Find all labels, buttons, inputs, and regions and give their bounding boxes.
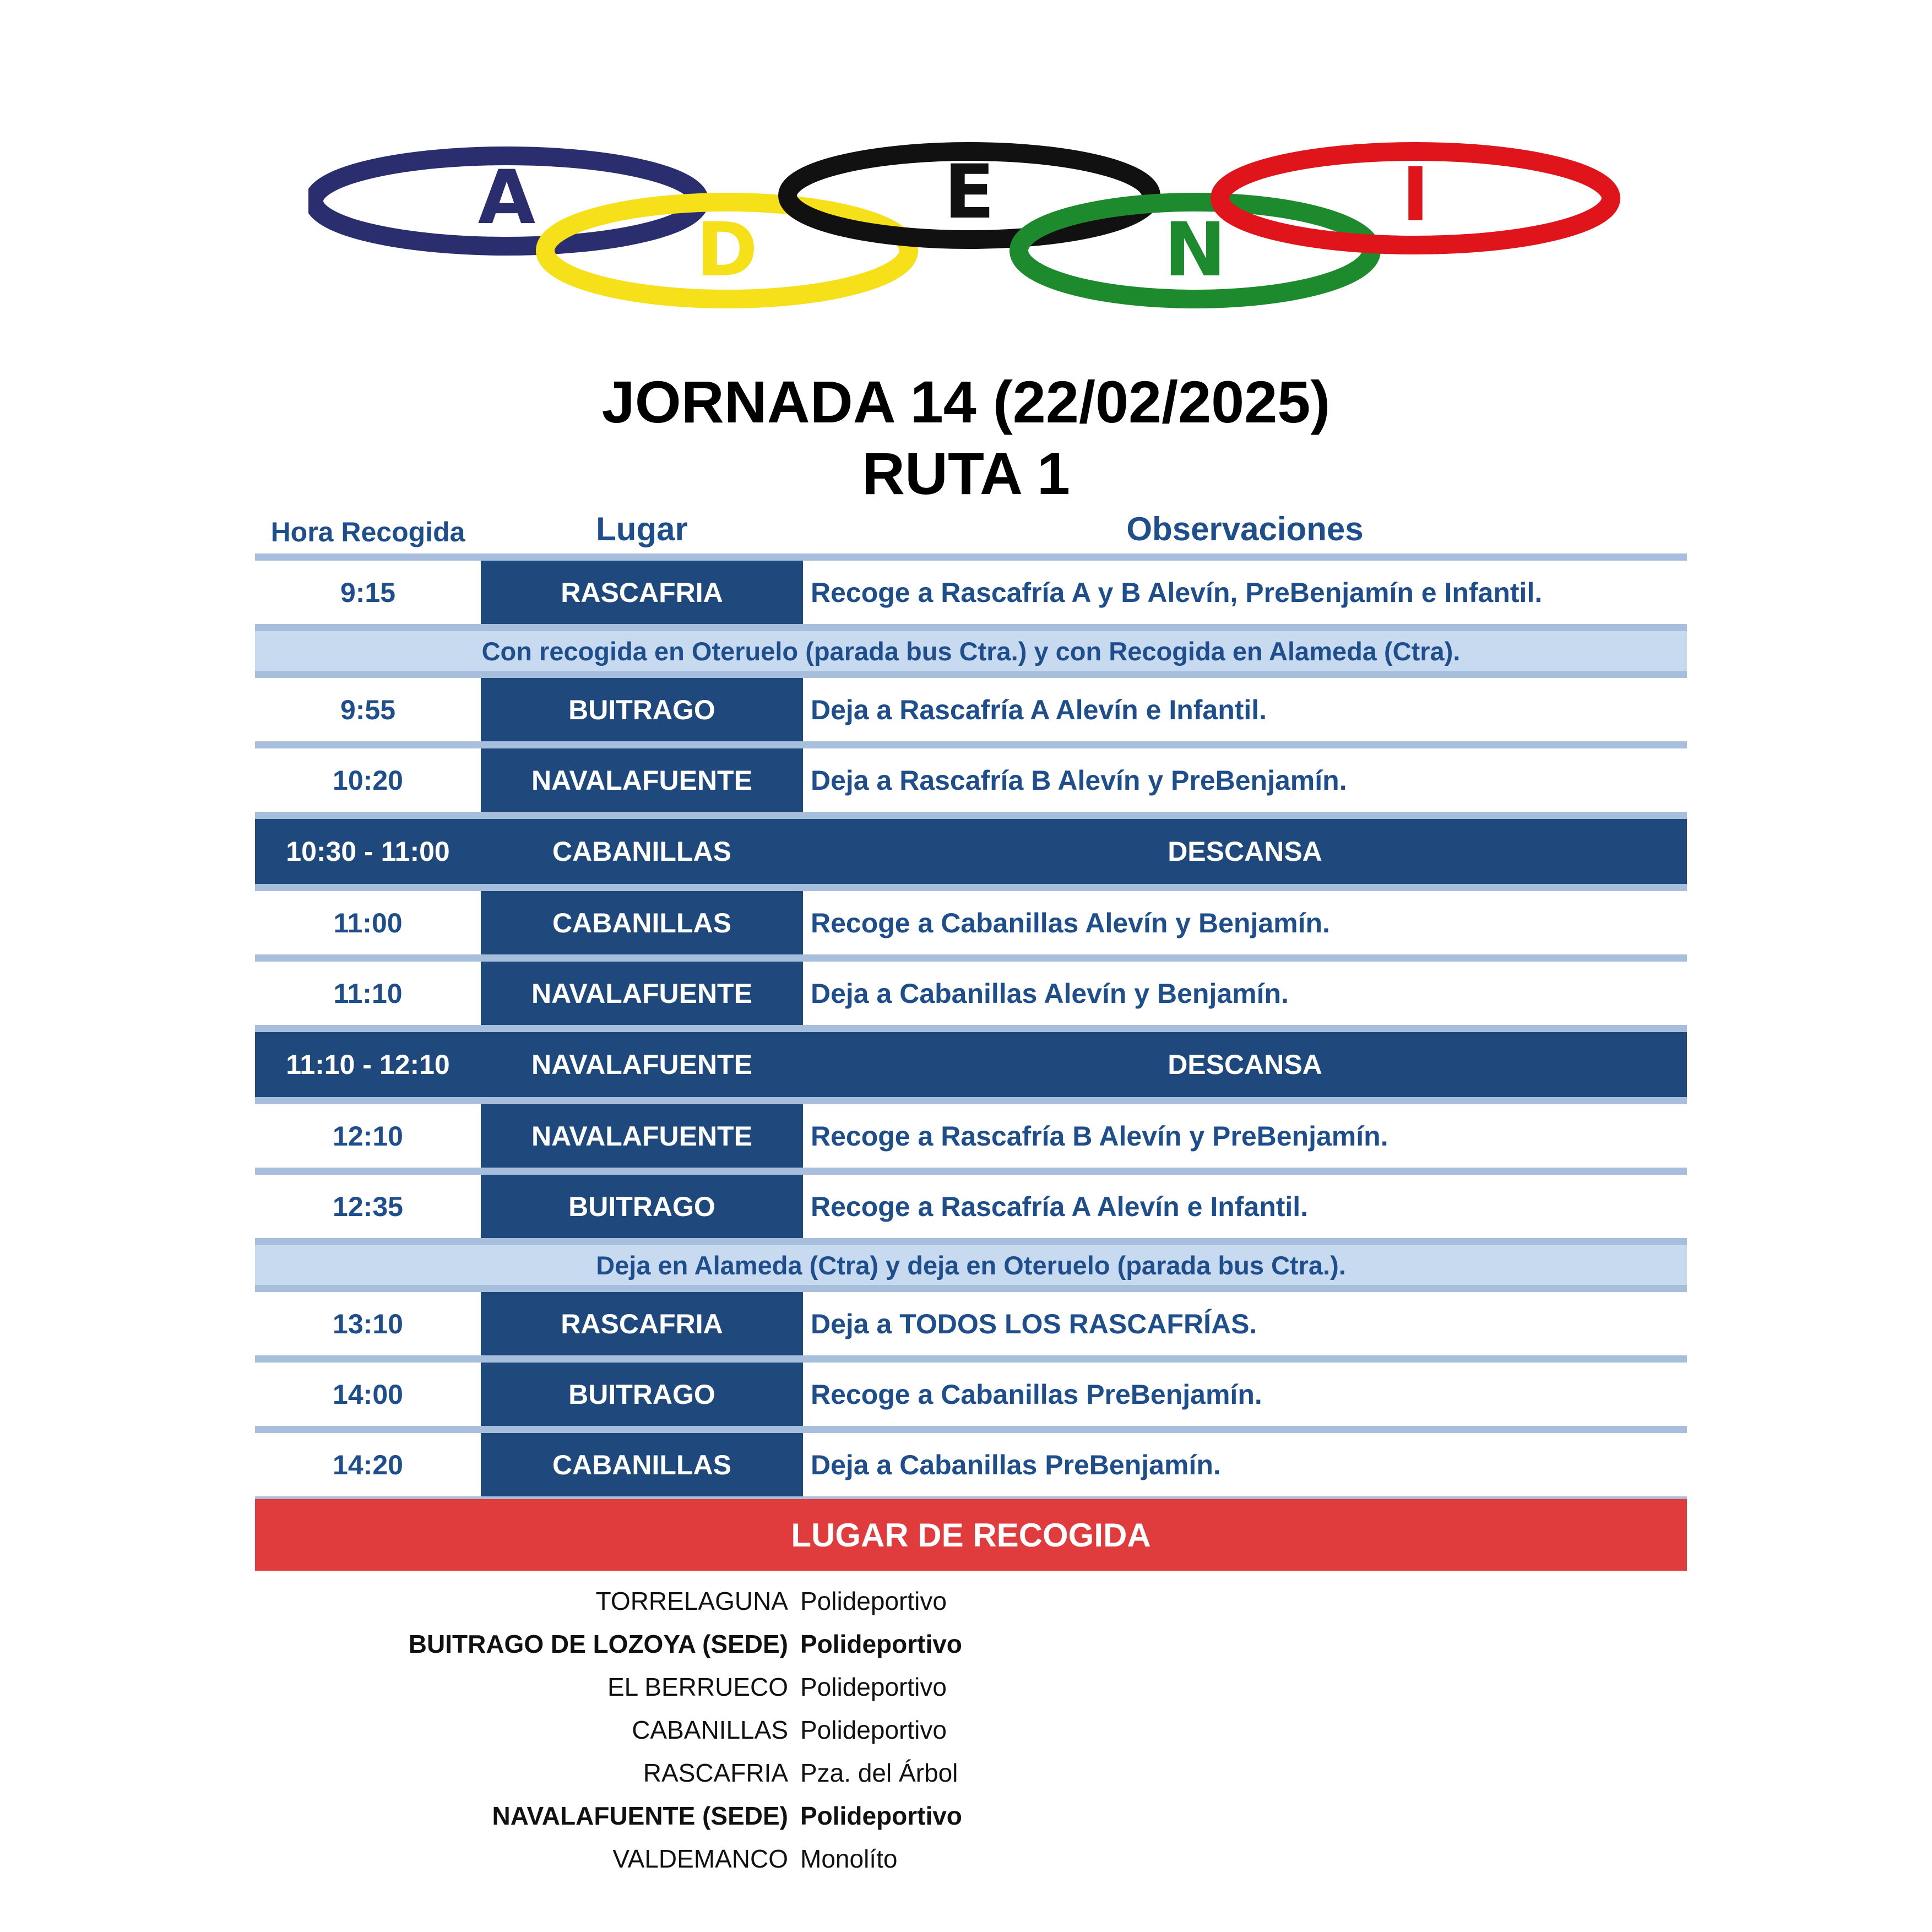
table-row: [255, 1175, 1687, 1238]
table-note: Deja en Alameda (Ctra) y deja en Oteruelo (parada bus Ctra.).: [255, 1245, 1687, 1285]
row-time: 11:10: [333, 978, 403, 1009]
row-place: BUITRAGO: [481, 1363, 803, 1426]
row-time: 10:20: [333, 764, 403, 796]
row-separator: [255, 1285, 1687, 1292]
list-item: [255, 1751, 1687, 1794]
row-separator: [255, 553, 1687, 561]
row-time: 11:00: [333, 907, 403, 938]
row-observation: DESCANSA: [1168, 836, 1322, 867]
list-item: [255, 1794, 1687, 1837]
row-observation: Recoge a Rascafría A y B Alevín, PreBenjamín e Infantil.: [811, 577, 1543, 608]
table-row: [255, 1292, 1687, 1355]
row-observation: Deja a Rascafría B Alevín y PreBenjamín.: [811, 764, 1347, 796]
logo-letter-a: A: [477, 154, 536, 241]
row-place: BUITRAGO: [481, 1175, 803, 1238]
row-separator: [255, 671, 1687, 678]
table-row: [255, 561, 1687, 624]
schedule-table: [255, 504, 1687, 1504]
row-separator: [255, 624, 1687, 631]
row-time: 10:30 - 11:00: [286, 836, 450, 867]
header-place: Lugar: [596, 511, 688, 547]
location-place: Polideportivo: [800, 1587, 947, 1615]
table-row: [255, 1104, 1687, 1168]
logo-letter-n: N: [1164, 207, 1227, 293]
list-item: [255, 1622, 1687, 1665]
row-separator: [255, 954, 1687, 962]
row-place: NAVALAFUENTE: [481, 748, 803, 812]
location-place: Monolíto: [800, 1844, 898, 1873]
location-name: TORRELAGUNA: [595, 1587, 788, 1615]
row-separator: [255, 1168, 1687, 1175]
location-place: Polideportivo: [800, 1673, 947, 1701]
location-name: BUITRAGO DE LOZOYA (SEDE): [408, 1630, 788, 1658]
location-name: VALDEMANCO: [612, 1844, 788, 1873]
location-place: Polideportivo: [800, 1630, 962, 1658]
row-separator: [255, 1355, 1687, 1363]
logo-letter-i: I: [1401, 151, 1430, 238]
row-observation: Recoge a Rascafría B Alevín y PreBenjamín.: [811, 1120, 1388, 1152]
row-time: 9:15: [340, 577, 396, 608]
row-separator: [255, 1025, 1687, 1032]
row-time: 14:00: [333, 1379, 403, 1410]
table-header: [255, 504, 1687, 553]
row-observation: Recoge a Cabanillas Alevín y Benjamín.: [811, 907, 1330, 938]
route-title: RUTA 1: [862, 440, 1070, 507]
row-separator: [255, 741, 1687, 748]
list-item: [255, 1580, 1687, 1622]
table-note: Con recogida en Oteruelo (parada bus Ctra.) y con Recogida en Alameda (Ctra).: [255, 631, 1687, 671]
row-time: 12:10: [333, 1120, 403, 1152]
row-time: 13:10: [333, 1308, 403, 1339]
row-separator: [255, 1097, 1687, 1104]
row-observation: Deja a Rascafría A Alevín e Infantil.: [811, 694, 1267, 725]
row-place: RASCAFRIA: [481, 1292, 803, 1355]
header-observations: Observaciones: [1126, 511, 1364, 547]
row-place: NAVALAFUENTE: [481, 1032, 803, 1097]
row-place: CABANILLAS: [481, 891, 803, 954]
table-row: [255, 678, 1687, 741]
location-name: RASCAFRIA: [643, 1759, 788, 1787]
row-separator: [255, 1238, 1687, 1245]
row-observation: Recoge a Rascafría A Alevín e Infantil.: [811, 1191, 1309, 1222]
table-row: [255, 1363, 1687, 1426]
list-item: [255, 1837, 1687, 1880]
row-observation: DESCANSA: [1168, 1049, 1322, 1080]
logo-letter-d: D: [696, 207, 758, 293]
row-place: RASCAFRIA: [481, 561, 803, 624]
row-time: 12:35: [333, 1191, 403, 1222]
row-place: BUITRAGO: [481, 678, 803, 741]
location-name: NAVALAFUENTE (SEDE): [492, 1801, 788, 1830]
row-observation: Deja a Cabanillas PreBenjamín.: [811, 1449, 1221, 1480]
row-separator: [255, 1426, 1687, 1433]
table-row: [255, 962, 1687, 1025]
row-place: CABANILLAS: [481, 819, 803, 884]
rest-row: [255, 1032, 1687, 1097]
row-time: 14:20: [333, 1449, 403, 1480]
table-row: [255, 748, 1687, 812]
pickup-locations-banner: LUGAR DE RECOGIDA: [255, 1499, 1687, 1571]
location-place: Pza. del Árbol: [800, 1759, 958, 1787]
logo-letter-e: E: [943, 149, 995, 235]
header-time: Hora Recogida: [270, 517, 465, 547]
row-place: CABANILLAS: [481, 1433, 803, 1496]
row-separator: [255, 812, 1687, 819]
table-row: [255, 1433, 1687, 1496]
row-observation: Recoge a Cabanillas PreBenjamín.: [811, 1379, 1262, 1410]
row-observation: Deja a TODOS LOS RASCAFRÍAS.: [811, 1308, 1257, 1339]
row-separator: [255, 884, 1687, 891]
list-item: [255, 1665, 1687, 1708]
location-place: Polideportivo: [800, 1801, 962, 1830]
list-item: [255, 1708, 1687, 1751]
adeni-logo: [308, 140, 1630, 328]
table-row: [255, 891, 1687, 954]
row-time: 11:10 - 12:10: [286, 1049, 450, 1080]
row-time: 9:55: [340, 694, 396, 725]
location-name: CABANILLAS: [632, 1716, 788, 1744]
row-observation: Deja a Cabanillas Alevín y Benjamín.: [811, 978, 1289, 1009]
row-place: NAVALAFUENTE: [481, 962, 803, 1025]
row-place: NAVALAFUENTE: [481, 1104, 803, 1168]
rest-row: [255, 819, 1687, 884]
pickup-locations-list: [255, 1580, 1687, 1880]
location-place: Polideportivo: [800, 1716, 947, 1744]
page-title: JORNADA 14 (22/02/2025): [601, 368, 1331, 435]
location-name: EL BERRUECO: [607, 1673, 788, 1701]
